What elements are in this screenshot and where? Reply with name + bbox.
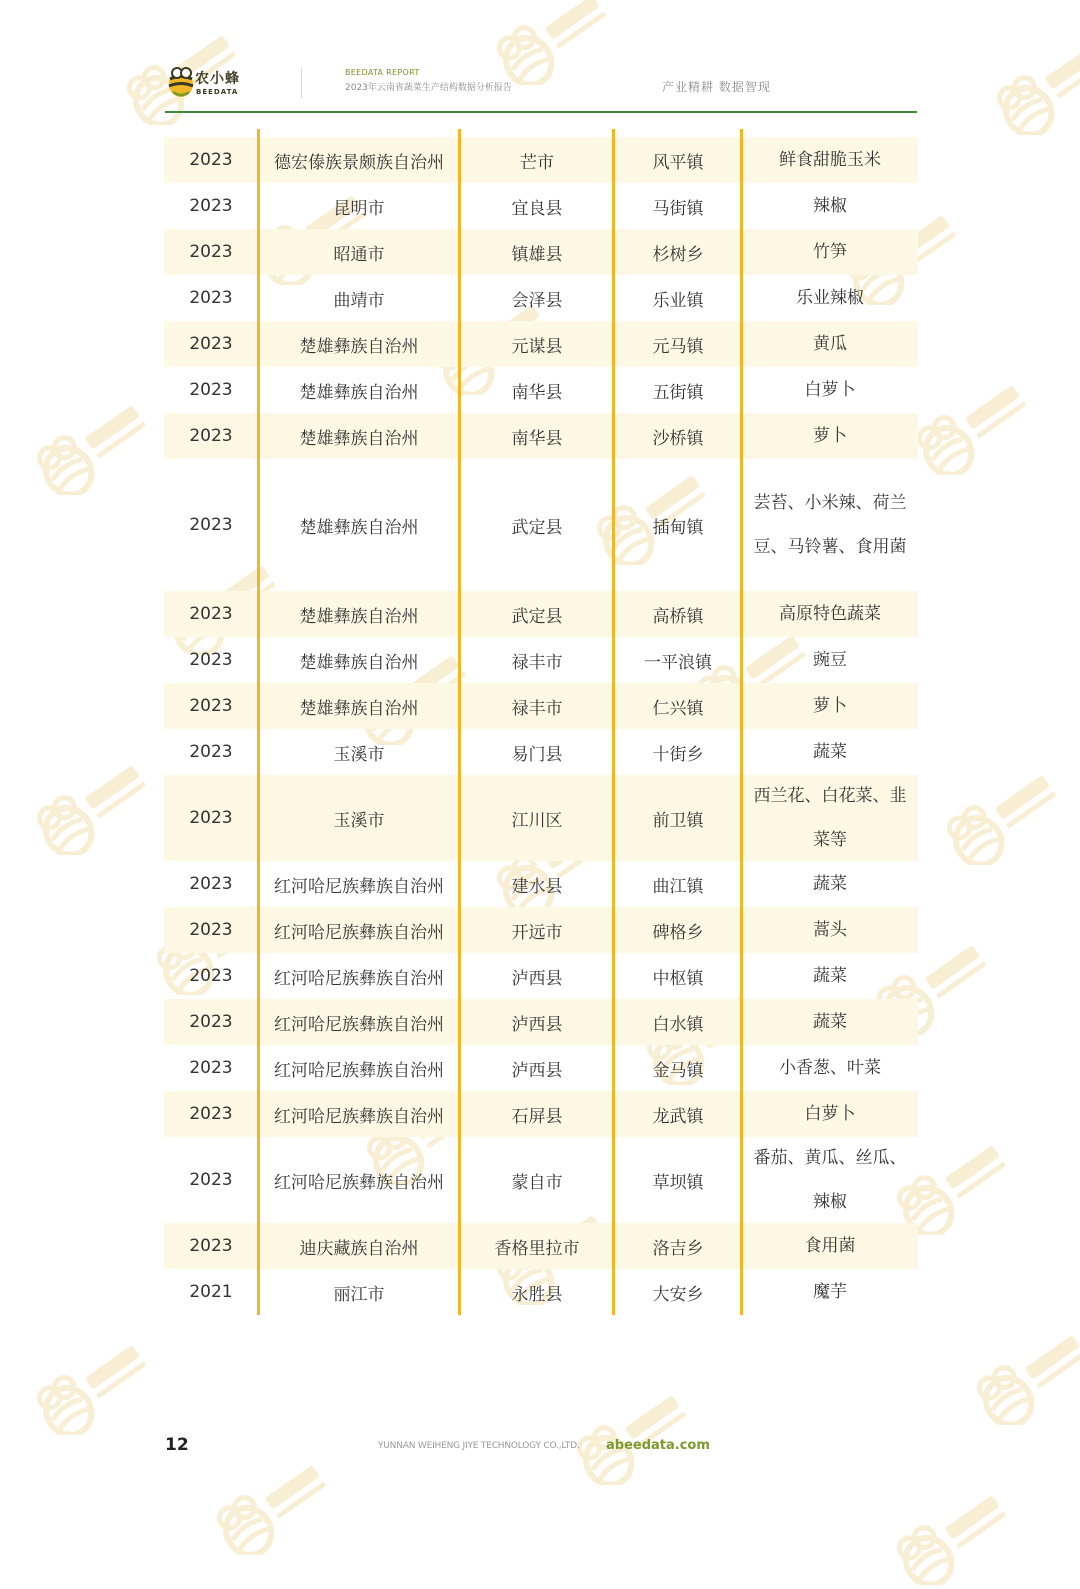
town-cell: 白水镇 xyxy=(652,1014,704,1035)
town-cell: 一平浪镇 xyxy=(644,652,712,673)
crop-cell: 蔬菜 xyxy=(813,966,847,986)
watermark-bee-icon xyxy=(200,1460,350,1555)
header-tagline: 产业精耕 数据智现 xyxy=(662,80,771,94)
table-row xyxy=(164,591,918,637)
town-cell: 曲江镇 xyxy=(652,876,704,897)
table-row xyxy=(164,459,918,591)
watermark-bee-icon xyxy=(960,1330,1080,1425)
town-cell: 元马镇 xyxy=(652,336,704,357)
table-row xyxy=(164,1269,918,1315)
county-cell: 香格里拉市 xyxy=(494,1238,580,1259)
header-divider xyxy=(301,68,302,98)
table-row xyxy=(164,183,918,229)
county-cell: 禄丰市 xyxy=(511,698,563,719)
table-row xyxy=(164,637,918,683)
year-cell: 2023 xyxy=(189,650,233,670)
crop-cell: 萝卜 xyxy=(813,696,847,716)
county-cell: 镇雄县 xyxy=(511,244,563,265)
crop-cell: 白萝卜 xyxy=(804,1104,856,1124)
table-row xyxy=(164,953,918,999)
crop-cell: 西兰花、白花菜、韭菜等 xyxy=(753,786,907,850)
county-cell: 永胜县 xyxy=(511,1284,563,1305)
table-row xyxy=(164,775,918,861)
crop-cell: 蔬菜 xyxy=(813,1012,847,1032)
town-cell: 碑格乡 xyxy=(652,922,704,943)
watermark-bee-icon xyxy=(980,40,1080,135)
county-cell: 元谋县 xyxy=(511,336,563,357)
year-cell: 2023 xyxy=(189,380,233,400)
county-cell: 禄丰市 xyxy=(511,652,563,673)
town-cell: 金马镇 xyxy=(652,1060,704,1081)
county-cell: 江川区 xyxy=(511,810,563,831)
table-row xyxy=(164,229,918,275)
crop-cell: 鲜食甜脆玉米 xyxy=(779,150,881,170)
year-cell: 2023 xyxy=(189,334,233,354)
town-cell: 风平镇 xyxy=(652,152,704,173)
town-cell: 沙桥镇 xyxy=(652,428,704,449)
county-cell: 石屏县 xyxy=(511,1106,563,1127)
county-cell: 建水县 xyxy=(511,876,563,897)
prefecture-cell: 楚雄彝族自治州 xyxy=(299,698,419,719)
watermark-bee-icon xyxy=(930,770,1080,865)
prefecture-cell: 德宏傣族景颇族自治州 xyxy=(274,152,444,173)
table-row xyxy=(164,861,918,907)
crop-cell: 辣椒 xyxy=(813,196,847,216)
town-cell: 仁兴镇 xyxy=(652,698,704,719)
table-row xyxy=(164,683,918,729)
report-title: 2023年云南省蔬菜生产结构数据分析报告 xyxy=(345,83,512,93)
prefecture-cell: 楚雄彝族自治州 xyxy=(299,382,419,403)
watermark-bee-icon xyxy=(900,380,1050,475)
county-cell: 易门县 xyxy=(511,744,563,765)
county-cell: 南华县 xyxy=(511,382,563,403)
year-cell: 2023 xyxy=(189,1012,233,1032)
watermark-bee-icon xyxy=(20,760,170,855)
table-row xyxy=(164,1223,918,1269)
county-cell: 泸西县 xyxy=(511,968,563,989)
year-cell: 2023 xyxy=(189,196,233,216)
year-cell: 2023 xyxy=(189,1058,233,1078)
prefecture-cell: 玉溪市 xyxy=(333,744,385,765)
year-cell: 2023 xyxy=(189,604,233,624)
crop-cell: 蔬菜 xyxy=(813,742,847,762)
prefecture-cell: 红河哈尼族彝族自治州 xyxy=(274,1172,444,1193)
year-cell: 2023 xyxy=(189,920,233,940)
watermark-bee-icon xyxy=(20,400,170,495)
table-row xyxy=(164,275,918,321)
prefecture-cell: 红河哈尼族彝族自治州 xyxy=(274,922,444,943)
crop-cell: 白萝卜 xyxy=(804,380,856,400)
table-row xyxy=(164,907,918,953)
crop-cell: 魔芋 xyxy=(813,1282,847,1302)
table-row xyxy=(164,1045,918,1091)
year-cell: 2023 xyxy=(189,288,233,308)
table-row xyxy=(164,367,918,413)
prefecture-cell: 红河哈尼族彝族自治州 xyxy=(274,1014,444,1035)
table-row xyxy=(164,413,918,459)
town-cell: 草坝镇 xyxy=(652,1172,704,1193)
county-cell: 武定县 xyxy=(511,606,563,627)
town-cell: 前卫镇 xyxy=(652,810,704,831)
year-cell: 2023 xyxy=(189,150,233,170)
crop-cell: 蒿头 xyxy=(813,920,847,940)
crop-cell: 黄瓜 xyxy=(813,334,847,354)
year-cell: 2023 xyxy=(189,808,233,828)
year-cell: 2023 xyxy=(189,966,233,986)
prefecture-cell: 红河哈尼族彝族自治州 xyxy=(274,1106,444,1127)
county-cell: 泸西县 xyxy=(511,1060,563,1081)
column-divider xyxy=(458,129,461,1315)
prefecture-cell: 玉溪市 xyxy=(333,810,385,831)
town-cell: 杉树乡 xyxy=(652,244,704,265)
logo-english-text: BEEDATA xyxy=(196,88,239,96)
crop-cell: 食用菌 xyxy=(804,1236,856,1256)
prefecture-cell: 曲靖市 xyxy=(333,290,385,311)
crop-cell: 蔬菜 xyxy=(813,874,847,894)
vegetable-town-table xyxy=(164,137,918,1315)
table-row xyxy=(164,137,918,183)
year-cell: 2023 xyxy=(189,426,233,446)
county-cell: 宜良县 xyxy=(511,198,563,219)
county-cell: 南华县 xyxy=(511,428,563,449)
page-header xyxy=(165,60,917,114)
county-cell: 武定县 xyxy=(511,517,563,538)
town-cell: 插甸镇 xyxy=(652,517,704,538)
year-cell: 2023 xyxy=(189,1104,233,1124)
county-cell: 会泽县 xyxy=(511,290,563,311)
year-cell: 2023 xyxy=(189,1236,233,1256)
crop-cell: 小香葱、叶菜 xyxy=(779,1058,881,1078)
prefecture-cell: 丽江市 xyxy=(333,1284,385,1305)
table-row xyxy=(164,1137,918,1223)
town-cell: 洛吉乡 xyxy=(652,1238,704,1259)
town-cell: 中枢镇 xyxy=(652,968,704,989)
prefecture-cell: 红河哈尼族彝族自治州 xyxy=(274,1060,444,1081)
footer-website: abeedata.com xyxy=(606,1438,710,1453)
report-english-title: BEEDATA REPORT xyxy=(345,68,420,77)
town-cell: 五街镇 xyxy=(652,382,704,403)
prefecture-cell: 楚雄彝族自治州 xyxy=(299,428,419,449)
town-cell: 高桥镇 xyxy=(652,606,704,627)
footer-company: YUNNAN WEIHENG JIYE TECHNOLOGY CO.,LTD. xyxy=(378,1441,580,1451)
logo-chinese-text: 农小蜂 xyxy=(195,71,240,87)
crop-cell: 豌豆 xyxy=(813,650,847,670)
year-cell: 2023 xyxy=(189,742,233,762)
table-row xyxy=(164,321,918,367)
brand-logo xyxy=(165,64,255,104)
town-cell: 龙武镇 xyxy=(652,1106,704,1127)
year-cell: 2021 xyxy=(189,1282,233,1302)
prefecture-cell: 楚雄彝族自治州 xyxy=(299,336,419,357)
year-cell: 2023 xyxy=(189,1170,233,1190)
prefecture-cell: 红河哈尼族彝族自治州 xyxy=(274,876,444,897)
table-row xyxy=(164,1091,918,1137)
prefecture-cell: 楚雄彝族自治州 xyxy=(299,517,419,538)
header-rule xyxy=(165,111,917,113)
town-cell: 马街镇 xyxy=(652,198,704,219)
column-divider xyxy=(257,129,260,1315)
watermark-bee-icon xyxy=(880,1490,1030,1585)
table-row xyxy=(164,729,918,775)
prefecture-cell: 昭通市 xyxy=(333,244,385,265)
county-cell: 芒市 xyxy=(520,152,554,173)
bee-logo-icon xyxy=(165,64,197,100)
column-divider xyxy=(612,129,615,1315)
year-cell: 2023 xyxy=(189,696,233,716)
prefecture-cell: 迪庆藏族自治州 xyxy=(299,1238,419,1259)
county-cell: 开远市 xyxy=(511,922,563,943)
prefecture-cell: 楚雄彝族自治州 xyxy=(299,652,419,673)
column-divider xyxy=(740,129,743,1315)
year-cell: 2023 xyxy=(189,515,233,535)
year-cell: 2023 xyxy=(189,874,233,894)
town-cell: 乐业镇 xyxy=(652,290,704,311)
prefecture-cell: 楚雄彝族自治州 xyxy=(299,606,419,627)
crop-cell: 芸苔、小米辣、荷兰豆、马铃薯、食用菌 xyxy=(753,493,907,557)
year-cell: 2023 xyxy=(189,242,233,262)
town-cell: 十街乡 xyxy=(652,744,704,765)
crop-cell: 萝卜 xyxy=(813,426,847,446)
county-cell: 泸西县 xyxy=(511,1014,563,1035)
crop-cell: 番茄、黄瓜、丝瓜、辣椒 xyxy=(753,1148,907,1212)
crop-cell: 高原特色蔬菜 xyxy=(779,604,881,624)
prefecture-cell: 红河哈尼族彝族自治州 xyxy=(274,968,444,989)
town-cell: 大安乡 xyxy=(652,1284,704,1305)
page-number: 12 xyxy=(165,1435,189,1455)
county-cell: 蒙自市 xyxy=(511,1172,563,1193)
table-row xyxy=(164,999,918,1045)
watermark-bee-icon xyxy=(20,1340,170,1435)
prefecture-cell: 昆明市 xyxy=(333,198,385,219)
crop-cell: 乐业辣椒 xyxy=(796,288,864,308)
crop-cell: 竹笋 xyxy=(813,242,847,262)
